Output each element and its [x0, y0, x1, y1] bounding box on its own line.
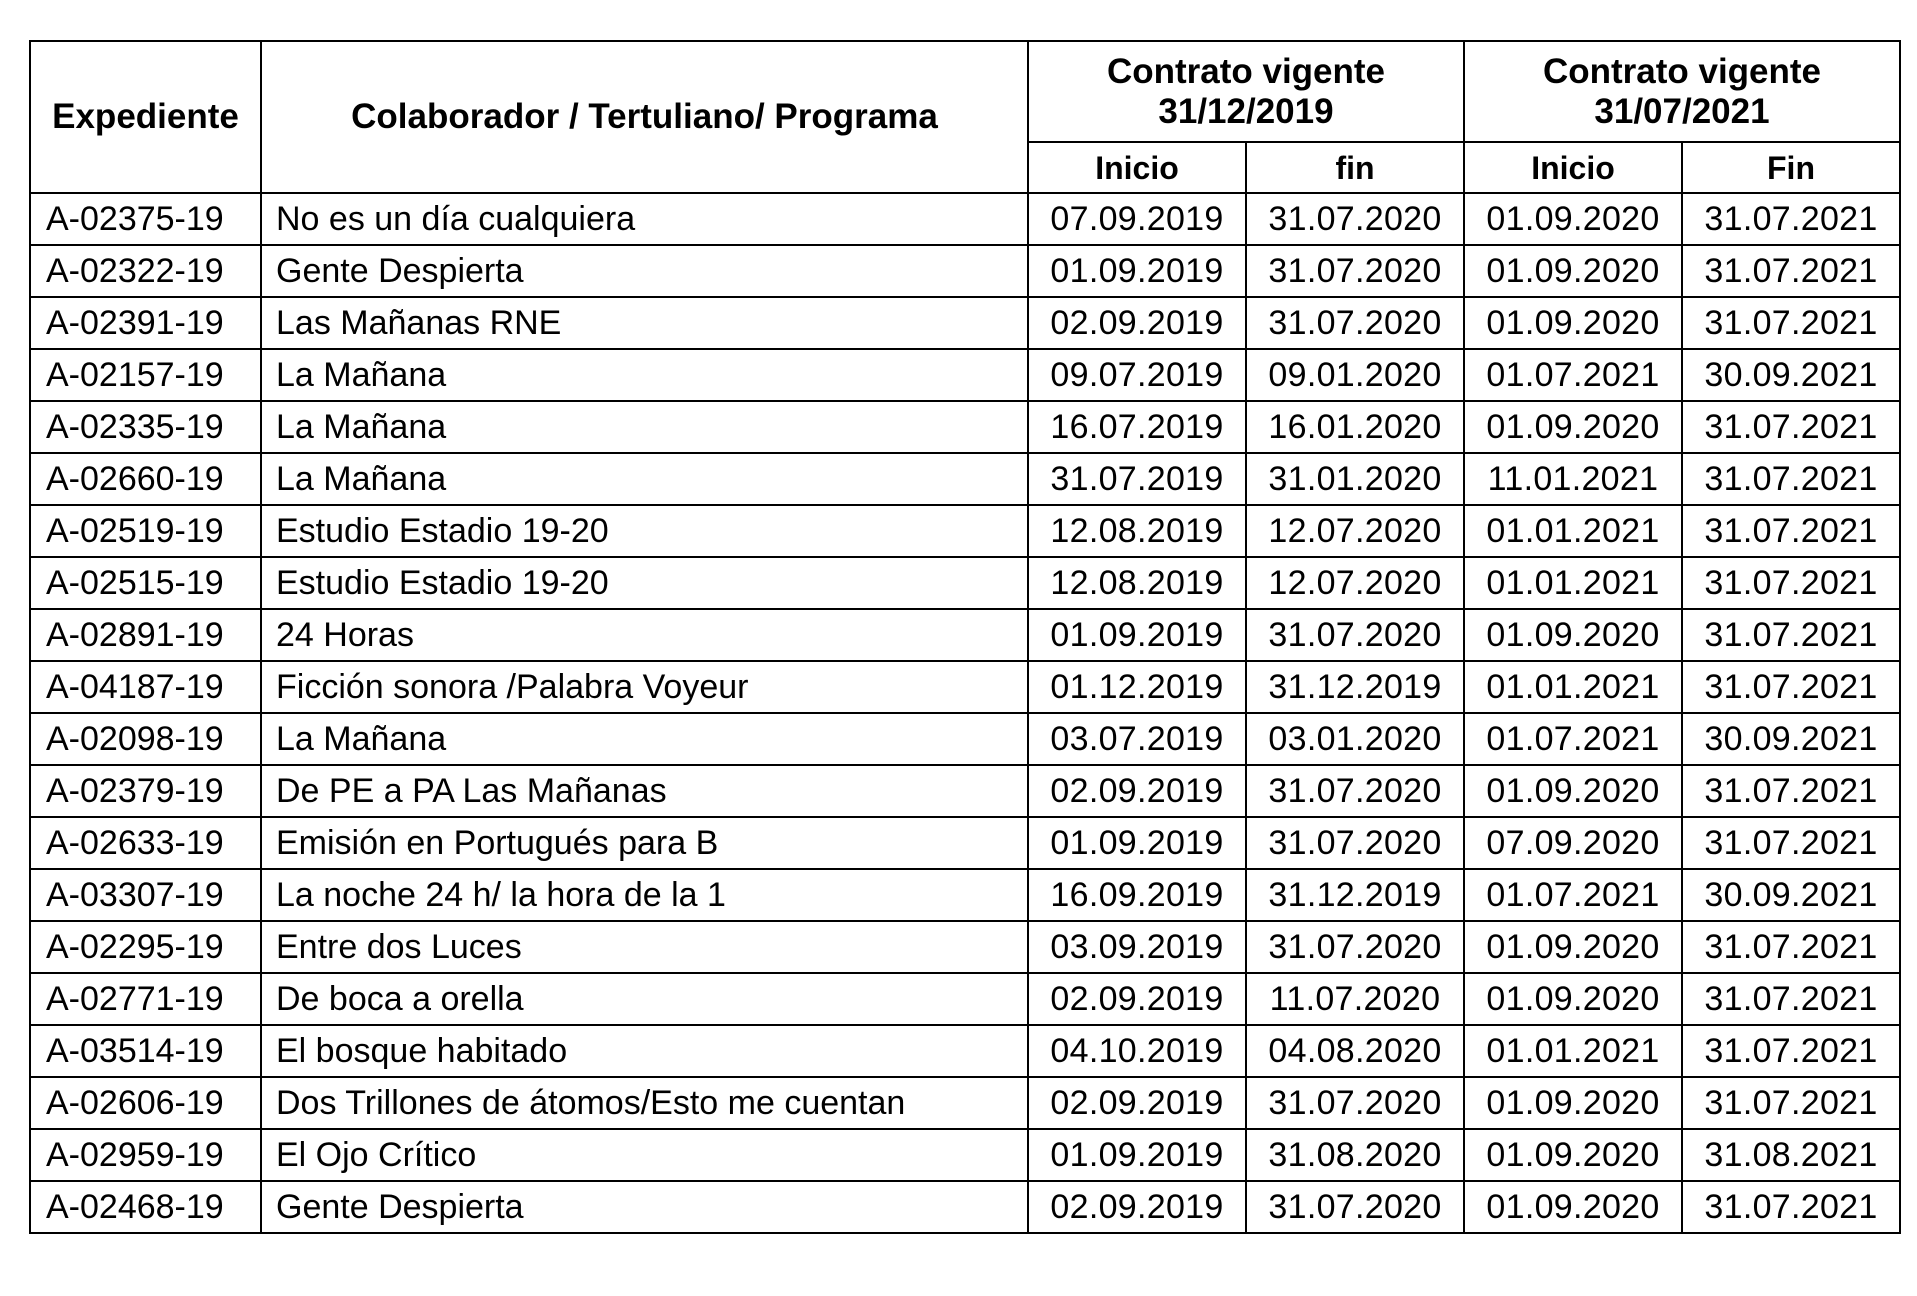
- table-row: [30, 661, 1900, 713]
- cell-fin-2019: 09.01.2020: [1246, 349, 1464, 401]
- cell-programa: El bosque habitado: [261, 1025, 1028, 1077]
- header-fin-2019: fin: [1246, 142, 1464, 193]
- cell-fin-2019: 31.07.2020: [1246, 297, 1464, 349]
- table-row: [30, 245, 1900, 297]
- cell-inicio-2021: 01.01.2021: [1464, 661, 1682, 713]
- cell-expediente: A-02379-19: [30, 765, 261, 817]
- cell-expediente: A-02335-19: [30, 401, 261, 453]
- cell-expediente: A-02519-19: [30, 505, 261, 557]
- cell-fin-2021: 31.08.2021: [1682, 1129, 1900, 1181]
- cell-fin-2021: 31.07.2021: [1682, 193, 1900, 245]
- header-contrato-2021-label: Contrato vigente: [1542, 51, 1822, 91]
- cell-inicio-2019: 02.09.2019: [1028, 1077, 1246, 1129]
- cell-fin-2021: 31.07.2021: [1682, 1025, 1900, 1077]
- table-row: [30, 973, 1900, 1025]
- cell-inicio-2019: 16.07.2019: [1028, 401, 1246, 453]
- cell-inicio-2019: 31.07.2019: [1028, 453, 1246, 505]
- cell-programa: Ficción sonora /Palabra Voyeur: [261, 661, 1028, 713]
- cell-fin-2021: 31.07.2021: [1682, 1077, 1900, 1129]
- table-row: [30, 349, 1900, 401]
- cell-inicio-2019: 01.12.2019: [1028, 661, 1246, 713]
- cell-programa: De boca a orella: [261, 973, 1028, 1025]
- cell-inicio-2021: 01.09.2020: [1464, 1129, 1682, 1181]
- cell-inicio-2021: 01.09.2020: [1464, 921, 1682, 973]
- cell-fin-2021: 31.07.2021: [1682, 609, 1900, 661]
- cell-inicio-2019: 02.09.2019: [1028, 765, 1246, 817]
- cell-fin-2019: 03.01.2020: [1246, 713, 1464, 765]
- cell-fin-2019: 31.12.2019: [1246, 869, 1464, 921]
- cell-fin-2021: 30.09.2021: [1682, 349, 1900, 401]
- cell-inicio-2019: 09.07.2019: [1028, 349, 1246, 401]
- cell-fin-2021: 31.07.2021: [1682, 973, 1900, 1025]
- cell-fin-2021: 30.09.2021: [1682, 713, 1900, 765]
- cell-fin-2019: 31.07.2020: [1246, 193, 1464, 245]
- cell-inicio-2021: 01.09.2020: [1464, 245, 1682, 297]
- cell-inicio-2021: 01.09.2020: [1464, 1181, 1682, 1233]
- cell-fin-2019: 31.07.2020: [1246, 817, 1464, 869]
- cell-programa: Estudio Estadio 19-20: [261, 505, 1028, 557]
- cell-inicio-2019: 02.09.2019: [1028, 297, 1246, 349]
- cell-expediente: A-02771-19: [30, 973, 261, 1025]
- cell-expediente: A-02660-19: [30, 453, 261, 505]
- header-contrato-2019: [1028, 41, 1464, 142]
- cell-programa: La Mañana: [261, 349, 1028, 401]
- cell-fin-2021: 31.07.2021: [1682, 245, 1900, 297]
- cell-fin-2019: 31.07.2020: [1246, 765, 1464, 817]
- cell-inicio-2021: 01.01.2021: [1464, 557, 1682, 609]
- cell-expediente: A-04187-19: [30, 661, 261, 713]
- cell-fin-2021: 31.07.2021: [1682, 453, 1900, 505]
- cell-fin-2019: 31.07.2020: [1246, 245, 1464, 297]
- header-contrato-2019-date: 31/12/2019: [1158, 91, 1334, 131]
- cell-expediente: A-02322-19: [30, 245, 261, 297]
- cell-fin-2019: 31.07.2020: [1246, 1077, 1464, 1129]
- cell-programa: La noche 24 h/ la hora de la 1: [261, 869, 1028, 921]
- cell-inicio-2021: 01.01.2021: [1464, 1025, 1682, 1077]
- cell-programa: Dos Trillones de átomos/Esto me cuentan: [261, 1077, 1028, 1129]
- cell-inicio-2021: 01.07.2021: [1464, 713, 1682, 765]
- cell-inicio-2019: 07.09.2019: [1028, 193, 1246, 245]
- cell-programa: La Mañana: [261, 453, 1028, 505]
- cell-fin-2019: 31.01.2020: [1246, 453, 1464, 505]
- cell-fin-2021: 31.07.2021: [1682, 557, 1900, 609]
- cell-inicio-2021: 01.07.2021: [1464, 349, 1682, 401]
- header-programa: Colaborador / Tertuliano/ Programa: [261, 41, 1028, 193]
- cell-fin-2021: 31.07.2021: [1682, 505, 1900, 557]
- cell-fin-2021: 31.07.2021: [1682, 1181, 1900, 1233]
- cell-fin-2021: 31.07.2021: [1682, 921, 1900, 973]
- cell-fin-2019: 12.07.2020: [1246, 557, 1464, 609]
- cell-programa: Estudio Estadio 19-20: [261, 557, 1028, 609]
- cell-inicio-2019: 02.09.2019: [1028, 1181, 1246, 1233]
- table-row: [30, 869, 1900, 921]
- cell-inicio-2021: 07.09.2020: [1464, 817, 1682, 869]
- cell-fin-2021: 31.07.2021: [1682, 661, 1900, 713]
- cell-programa: 24 Horas: [261, 609, 1028, 661]
- cell-inicio-2021: 01.09.2020: [1464, 1077, 1682, 1129]
- cell-fin-2019: 31.08.2020: [1246, 1129, 1464, 1181]
- cell-expediente: A-02295-19: [30, 921, 261, 973]
- cell-expediente: A-02606-19: [30, 1077, 261, 1129]
- header-fin-2021: Fin: [1682, 142, 1900, 193]
- cell-expediente: A-03307-19: [30, 869, 261, 921]
- cell-inicio-2021: 01.09.2020: [1464, 765, 1682, 817]
- contracts-table: [29, 40, 1901, 1234]
- header-row-top: [30, 41, 1900, 142]
- cell-programa: Emisión en Portugués para B: [261, 817, 1028, 869]
- cell-inicio-2021: 01.09.2020: [1464, 609, 1682, 661]
- header-contrato-2021-date: 31/07/2021: [1594, 91, 1770, 131]
- cell-expediente: A-02633-19: [30, 817, 261, 869]
- cell-fin-2019: 31.12.2019: [1246, 661, 1464, 713]
- cell-expediente: A-02157-19: [30, 349, 261, 401]
- cell-fin-2021: 31.07.2021: [1682, 817, 1900, 869]
- table-row: [30, 453, 1900, 505]
- table-row: [30, 401, 1900, 453]
- cell-programa: El Ojo Crítico: [261, 1129, 1028, 1181]
- cell-inicio-2019: 16.09.2019: [1028, 869, 1246, 921]
- cell-inicio-2019: 01.09.2019: [1028, 817, 1246, 869]
- cell-fin-2019: 12.07.2020: [1246, 505, 1464, 557]
- header-contrato-2019-label: Contrato vigente: [1106, 51, 1386, 91]
- cell-inicio-2019: 03.07.2019: [1028, 713, 1246, 765]
- cell-inicio-2021: 01.09.2020: [1464, 193, 1682, 245]
- cell-inicio-2019: 03.09.2019: [1028, 921, 1246, 973]
- table-row: [30, 557, 1900, 609]
- cell-inicio-2021: 01.09.2020: [1464, 297, 1682, 349]
- cell-fin-2021: 31.07.2021: [1682, 297, 1900, 349]
- cell-programa: No es un día cualquiera: [261, 193, 1028, 245]
- cell-programa: Gente Despierta: [261, 245, 1028, 297]
- cell-inicio-2019: 01.09.2019: [1028, 609, 1246, 661]
- cell-inicio-2021: 01.07.2021: [1464, 869, 1682, 921]
- cell-expediente: A-02468-19: [30, 1181, 261, 1233]
- cell-programa: De PE a PA Las Mañanas: [261, 765, 1028, 817]
- cell-fin-2019: 11.07.2020: [1246, 973, 1464, 1025]
- cell-fin-2019: 04.08.2020: [1246, 1025, 1464, 1077]
- cell-fin-2021: 31.07.2021: [1682, 765, 1900, 817]
- header-inicio-2019: Inicio: [1028, 142, 1246, 193]
- cell-expediente: A-02959-19: [30, 1129, 261, 1181]
- cell-inicio-2019: 01.09.2019: [1028, 1129, 1246, 1181]
- table-row: [30, 817, 1900, 869]
- cell-fin-2019: 31.07.2020: [1246, 921, 1464, 973]
- cell-inicio-2021: 01.09.2020: [1464, 401, 1682, 453]
- cell-fin-2019: 16.01.2020: [1246, 401, 1464, 453]
- cell-fin-2021: 31.07.2021: [1682, 401, 1900, 453]
- table-row: [30, 765, 1900, 817]
- cell-expediente: A-03514-19: [30, 1025, 261, 1077]
- cell-expediente: A-02891-19: [30, 609, 261, 661]
- cell-inicio-2019: 01.09.2019: [1028, 245, 1246, 297]
- table-row: [30, 921, 1900, 973]
- table-body: [30, 193, 1900, 1233]
- table-row: [30, 1129, 1900, 1181]
- cell-inicio-2021: 01.09.2020: [1464, 973, 1682, 1025]
- cell-fin-2019: 31.07.2020: [1246, 609, 1464, 661]
- cell-expediente: A-02515-19: [30, 557, 261, 609]
- cell-inicio-2019: 12.08.2019: [1028, 505, 1246, 557]
- cell-programa: Gente Despierta: [261, 1181, 1028, 1233]
- cell-fin-2021: 30.09.2021: [1682, 869, 1900, 921]
- table-row: [30, 193, 1900, 245]
- table-row: [30, 1181, 1900, 1233]
- cell-inicio-2021: 11.01.2021: [1464, 453, 1682, 505]
- table-row: [30, 1025, 1900, 1077]
- table-row: [30, 505, 1900, 557]
- cell-expediente: A-02391-19: [30, 297, 261, 349]
- header-contrato-2021: [1464, 41, 1900, 142]
- cell-fin-2019: 31.07.2020: [1246, 1181, 1464, 1233]
- header-expediente: Expediente: [30, 41, 261, 193]
- cell-expediente: A-02098-19: [30, 713, 261, 765]
- cell-programa: La Mañana: [261, 713, 1028, 765]
- cell-inicio-2021: 01.01.2021: [1464, 505, 1682, 557]
- cell-programa: Entre dos Luces: [261, 921, 1028, 973]
- cell-inicio-2019: 04.10.2019: [1028, 1025, 1246, 1077]
- header-inicio-2021: Inicio: [1464, 142, 1682, 193]
- cell-programa: Las Mañanas RNE: [261, 297, 1028, 349]
- table-row: [30, 609, 1900, 661]
- table-header: [30, 41, 1900, 193]
- cell-inicio-2019: 12.08.2019: [1028, 557, 1246, 609]
- table-row: [30, 1077, 1900, 1129]
- table-row: [30, 713, 1900, 765]
- cell-inicio-2019: 02.09.2019: [1028, 973, 1246, 1025]
- table-row: [30, 297, 1900, 349]
- cell-expediente: A-02375-19: [30, 193, 261, 245]
- cell-programa: La Mañana: [261, 401, 1028, 453]
